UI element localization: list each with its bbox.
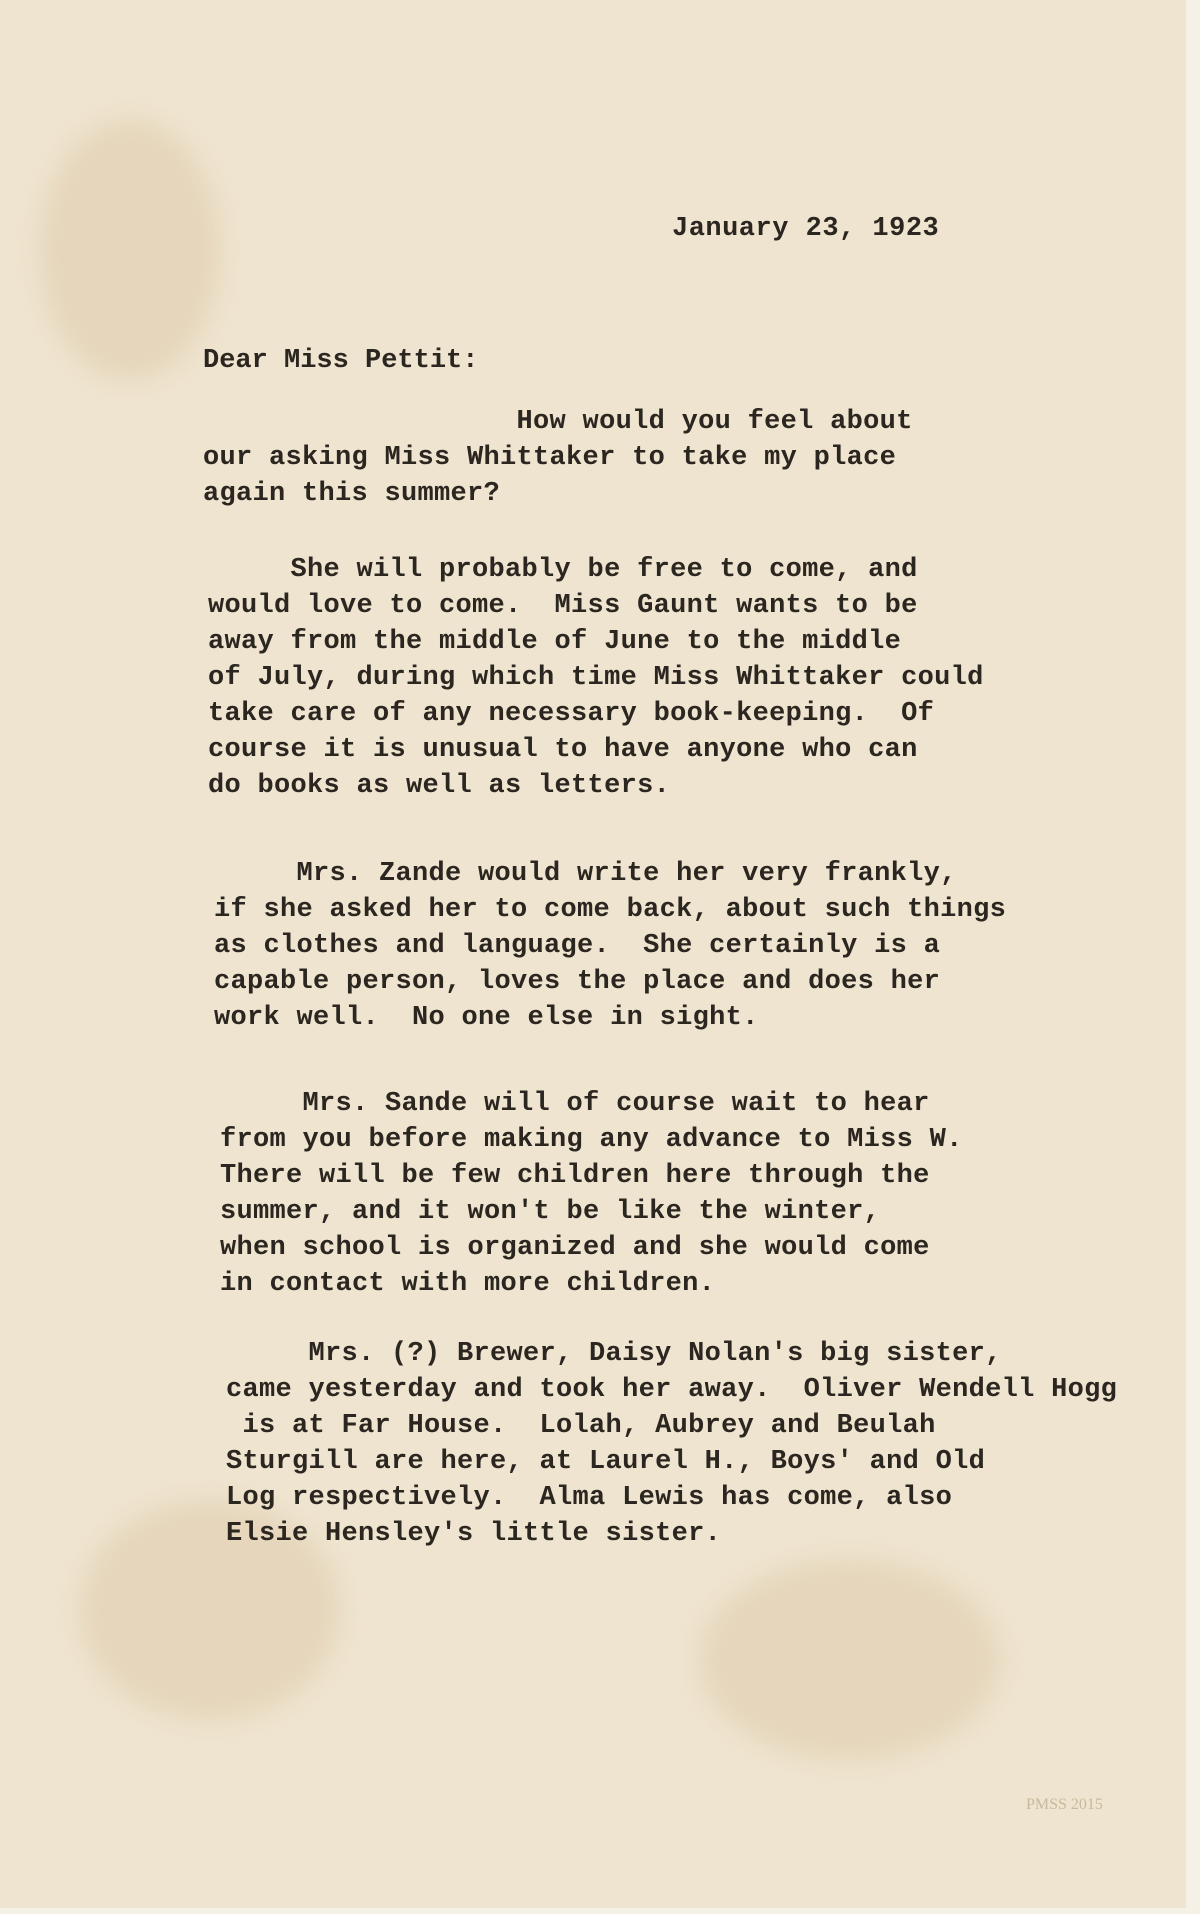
- paper-stain: [700, 1560, 1000, 1760]
- archive-watermark: PMSS 2015: [1026, 1796, 1103, 1813]
- letter-paragraph: She will probably be free to come, and would love to come. Miss Gaunt wants to be away from the middle of June to the middle of July, during which time Miss Whittaker could take care of any necessary book-keeping. Of course it is unusual to have anyone who can do books as well as letters.: [208, 555, 984, 801]
- letter-paragraph: Mrs. Sande will of course wait to hear from you before making any advance to Miss W. There will be few children here through the summer, and it won't be like the winter, when school is organized and she would come in contact with more children.: [220, 1089, 963, 1299]
- paper-stain: [40, 120, 220, 380]
- letter-date: January 23, 1923: [672, 214, 940, 244]
- letter-paragraph: How would you feel about our asking Miss Whittaker to take my place again this summer?: [203, 407, 913, 509]
- letter-paragraph: Mrs. Zande would write her very frankly, if she asked her to come back, about such things as clothes and language. She certainly is a capable person, loves the place and does her work well. No one else in sight.: [214, 859, 1007, 1033]
- letter-paragraph: Mrs. (?) Brewer, Daisy Nolan's big sister, came yesterday and took her away. Oliver Wendell Hogg is at Far House. Lolah, Aubrey and Beulah Sturgill are here, at Laurel H., Boys' and Old Log respectively. Alma Lewis has come, also Elsie Hensley's little sister.: [226, 1339, 1118, 1549]
- letter-salutation: Dear Miss Pettit:: [203, 346, 479, 376]
